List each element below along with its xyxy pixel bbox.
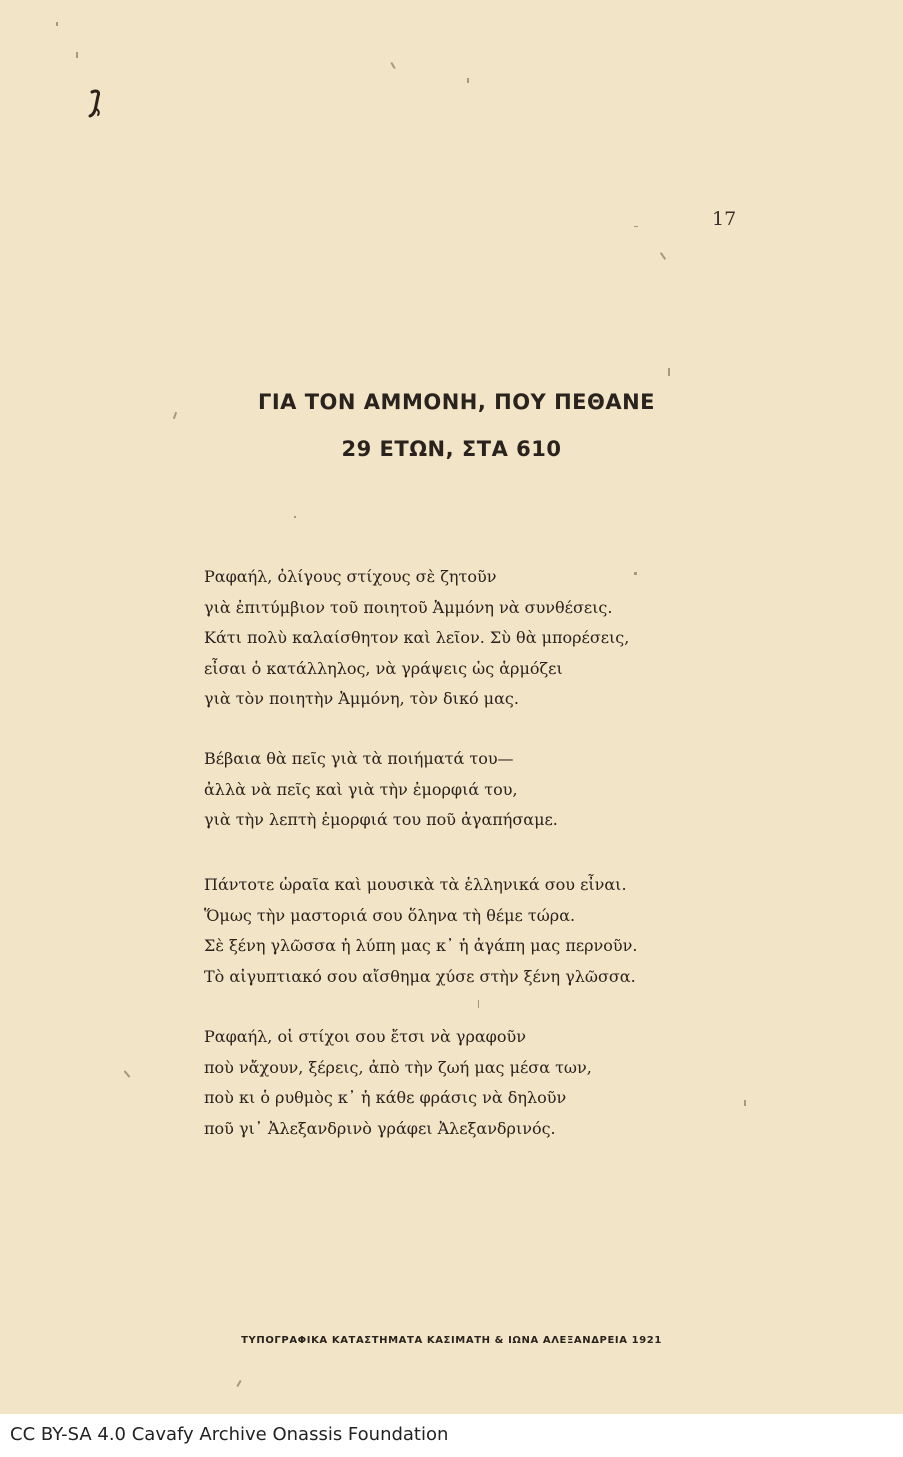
verse-line: Ραφαήλ, οἱ στίχοι σου ἔτσι νὰ γραφοῦν (204, 1027, 526, 1046)
verse-line: Ραφαήλ, ὀλίγους στίχους σὲ ζητοῦν (204, 567, 497, 586)
stanza-4 (204, 1022, 764, 1144)
paper-speck (76, 52, 78, 58)
verse-line: γιὰ τὴν λεπτὴ ἐμορφιά του ποῦ ἀγαπήσαμε. (204, 810, 558, 829)
verse-line: εἶσαι ὁ κατάλληλος, νὰ γράψεις ὡς ἁρμόζει (204, 658, 563, 678)
paper-speck (634, 226, 638, 227)
license-credit: CC BY-SA 4.0 Cavafy Archive Onassis Foundation (10, 1424, 449, 1445)
verse-line: Κάτι πολὺ καλαίσθητον καὶ λεῖον. Σὺ θὰ μπορέσεις, (204, 628, 630, 647)
verse-line: ποῦ γι᾿ Ἀλεξανδρινὸ γράφει Ἀλεξανδρινός. (204, 1118, 556, 1138)
paper-speck (56, 22, 58, 26)
verse-line: ἀλλὰ νὰ πεῖς καὶ γιὰ τὴν ἐμορφιά του, (204, 779, 518, 799)
paper-speck (236, 1380, 241, 1387)
printer-colophon: ΤΥΠΟΓΡΑΦΙΚΑ ΚΑΤΑΣΤΗΜΑΤΑ ΚΑΣΙΜΑΤΗ & ΙΩΝΑ ΑΛΕΞΑΝΔΡΕΙΑ 1921 (241, 1335, 662, 1346)
paper-speck (390, 62, 395, 69)
paper-speck (467, 78, 469, 83)
verse-line: Ὅμως τὴν μαστοριά σου ὅληνα τὴ θέμε τώρα. (204, 905, 576, 925)
stanza-1 (204, 562, 764, 715)
poem-title-line-1: ΓΙΑ ΤΟΝ ΑΜΜΟΝΗ, ΠΟΥ ΠΕΘΑΝΕ (257, 390, 656, 414)
verse-line: Πάντοτε ὡραῖα καὶ μουσικὰ τὰ ἑλληνικά σου εἶναι. (204, 875, 627, 894)
poem-title-line-2: 29 ΕΤΩΝ, ΣΤΑ 610 (341, 437, 562, 461)
stanza-2 (204, 744, 764, 836)
handwritten-mark (86, 88, 108, 120)
paper-speck (478, 1000, 479, 1008)
verse-line: Βέβαια θὰ πεῖς γιὰ τὰ ποιήματά του— (204, 749, 514, 768)
verse-line: Τὸ αἰγυπτιακό σου αἴσθημα χύσε στὴν ξένη γλῶσσα. (204, 966, 636, 986)
paper-speck (124, 1070, 131, 1077)
paper-speck (294, 516, 296, 518)
verse-line: Σὲ ξένη γλῶσσα ἡ λύπη μας κ᾿ ἡ ἀγάπη μας περνοῦν. (204, 936, 638, 955)
verse-line: ποὺ νἄχουν, ξέρεις, ἀπὸ τὴν ζωή μας μέσα των, (204, 1057, 592, 1077)
page-number: 17 (712, 208, 737, 230)
paper-speck (660, 252, 666, 260)
footer-bar (0, 1414, 903, 1457)
verse-line: ποὺ κι ὁ ρυθμὸς κ᾿ ἡ κάθε φράσις νὰ δηλοῦν (204, 1088, 567, 1107)
verse-line: γιὰ τὸν ποιητὴν Ἀμμόνη, τὸν δικό μας. (204, 689, 519, 708)
paper-speck (668, 368, 670, 376)
verse-line: γιὰ ἐπιτύμβιον τοῦ ποιητοῦ Ἀμμόνη νὰ συνθέσεις. (204, 597, 613, 617)
stanza-3 (204, 870, 764, 992)
